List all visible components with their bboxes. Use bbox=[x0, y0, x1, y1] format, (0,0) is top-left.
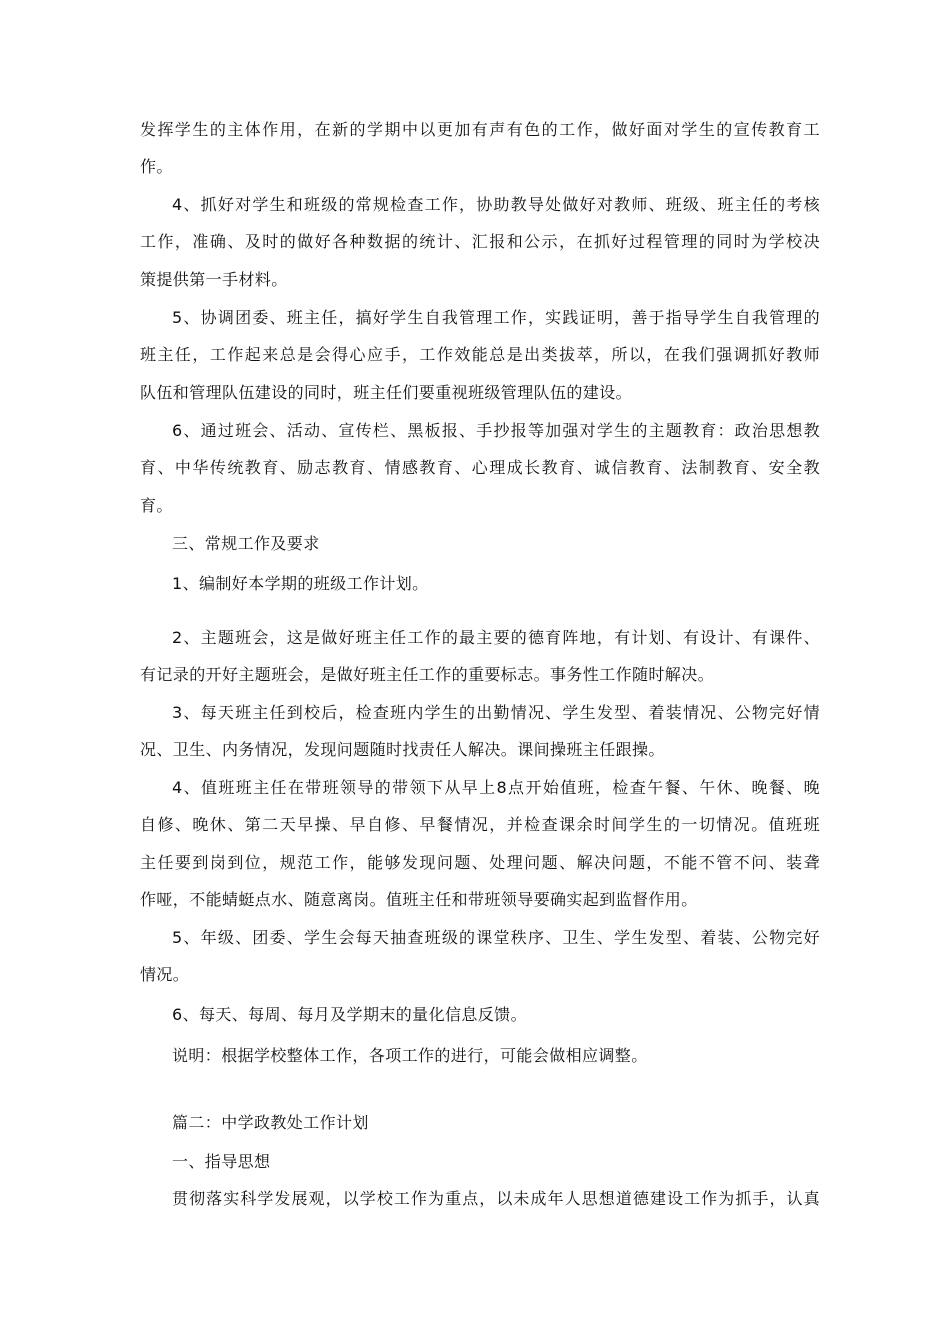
text-line: 育。 bbox=[140, 496, 173, 515]
paragraph-first-line: 5、年级、团委、学生会每天抽查班级的课堂秩序、卫生、学生发型、着装、公物完好 bbox=[172, 928, 820, 947]
note-line: 说明：根据学校整体工作，各项工作的进行，可能会做相应调整。 bbox=[172, 1046, 648, 1065]
text-line: 自修、晚休、第二天早操、早自修、早餐情况，并检查课余时间学生的一切情况。值班班 bbox=[140, 815, 820, 834]
text-line: 作。 bbox=[140, 157, 173, 176]
text-line: 发挥学生的主体作用，在新的学期中以更加有声有色的工作，做好面对学生的宣传教育工 bbox=[140, 120, 820, 139]
paragraph-first-line: 1、编制好本学期的班级工作计划。 bbox=[172, 574, 429, 593]
paragraph-first-line: 5、协调团委、班主任，搞好学生自我管理工作，实践证明，善于指导学生自我管理的 bbox=[172, 308, 820, 327]
paragraph-first-line: 6、每天、每周、每月及学期末的量化信息反馈。 bbox=[172, 1005, 527, 1024]
text-line: 工作，准确、及时的做好各种数据的统计、汇报和公示，在抓好过程管理的同时为学校决 bbox=[140, 232, 820, 251]
text-line: 况、卫生、内务情况，发现问题随时找责任人解决。课间操班主任跟操。 bbox=[140, 740, 665, 759]
text-line: 育、中华传统教育、励志教育、情感教育、心理成长教育、诚信教育、法制教育、安全教 bbox=[140, 458, 820, 477]
paragraph-first-line: 3、每天班主任到校后，检查班内学生的出勤情况、学生发型、着装情况、公物完好情 bbox=[172, 703, 820, 722]
text-line: 主任要到岗到位，规范工作，能够发现问题、处理问题、解决问题，不能不管不问、装聋 bbox=[140, 853, 820, 872]
article-title: 篇二：中学政教处工作计划 bbox=[172, 1113, 369, 1132]
text-line: 队伍和管理队伍建设的同时，班主任们要重视班级管理队伍的建设。 bbox=[140, 383, 633, 402]
section-heading: 三、常规工作及要求 bbox=[172, 534, 320, 553]
text-line: 策提供第一手材料。 bbox=[140, 270, 288, 289]
text-line: 有记录的开好主题班会，是做好班主任工作的重要标志。事务性工作随时解决。 bbox=[140, 665, 715, 684]
text-line: 情况。 bbox=[140, 965, 190, 984]
paragraph-first-line: 贯彻落实科学发展观，以学校工作为重点，以未成年人思想道德建设工作为抓手，认真 bbox=[172, 1189, 820, 1208]
paragraph-first-line: 4、抓好对学生和班级的常规检查工作，协助教导处做好对教师、班级、班主任的考核 bbox=[172, 195, 820, 214]
paragraph-first-line: 4、值班班主任在带班领导的带领下从早上8点开始值班，检查午餐、午休、晚餐、晚 bbox=[172, 778, 820, 797]
paragraph-first-line: 2、主题班会，这是做好班主任工作的最主要的德育阵地，有计划、有设计、有课件、 bbox=[172, 628, 820, 647]
text-line: 作哑，不能蜻蜓点水、随意离岗。值班主任和带班领导要确实起到监督作用。 bbox=[140, 890, 698, 909]
paragraph-first-line: 6、通过班会、活动、宣传栏、黑板报、手抄报等加强对学生的主题教育：政治思想教 bbox=[172, 421, 820, 440]
text-line: 班主任，工作起来总是会得心应手，工作效能总是出类拔萃，所以，在我们强调抓好教师 bbox=[140, 345, 820, 364]
section-heading: 一、指导思想 bbox=[172, 1152, 271, 1171]
